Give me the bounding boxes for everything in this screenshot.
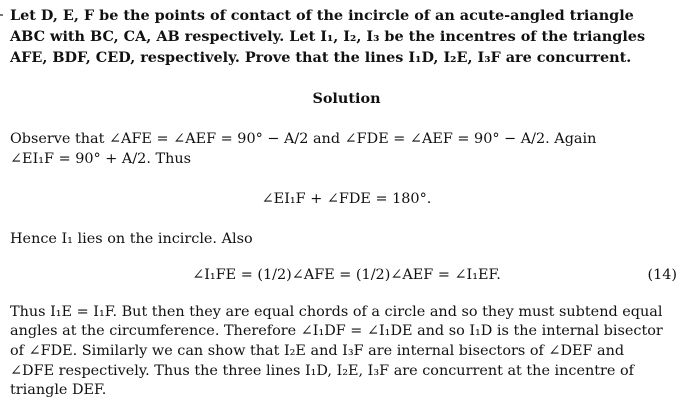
solution-para3-line-3: of ∠FDE. Similarly we can show that I₂E and I₃F are internal bisectors of ∠DEF and [10,343,625,359]
solution-para3-line-4: ∠DFE respectively. Thus the three lines I₁D, I₂E, I₃F are concurrent at the incentre of [10,363,635,379]
problem-line-2: ABC with BC, CA, AB respectively. Let I₁, I₂, I₃ be the incentres of the triangles [10,28,646,45]
solution-para1-line-2: ∠EI₁F = 90° + A/2. Thus [10,151,191,167]
display-equation-1: ∠EI₁F + ∠FDE = 180°. [261,191,432,207]
solution-para3-line-2: angles at the circumference. Therefore ∠I₁DF = ∠I₁DE and so I₁D is the internal bisector [10,323,663,339]
problem-line-1: Let D, E, F be the points of contact of the incircle of an acute-angled triangle [10,7,634,24]
solution-heading: Solution [312,90,381,107]
display-equation-2: ∠I₁FE = (1/2)∠AFE = (1/2)∠AEF = ∠I₁EF. [192,267,501,283]
solution-para2: Hence I₁ lies on the incircle. Also [10,231,253,247]
solution-para1-line-1: Observe that ∠AFE = ∠AEF = 90° − A/2 and ∠FDE = ∠AEF = 90° − A/2. Again [10,131,597,147]
solution-para3-line-5: triangle DEF. [10,382,107,398]
margin-mark [0,14,3,16]
solution-para3-line-1: Thus I₁E = I₁F. But then they are equal chords of a circle and so they must subtend equal [10,304,663,320]
equation-number: (14) [647,267,677,283]
problem-line-3: AFE, BDF, CED, respectively. Prove that the lines I₁D, I₂E, I₃F are concurrent. [10,49,632,66]
